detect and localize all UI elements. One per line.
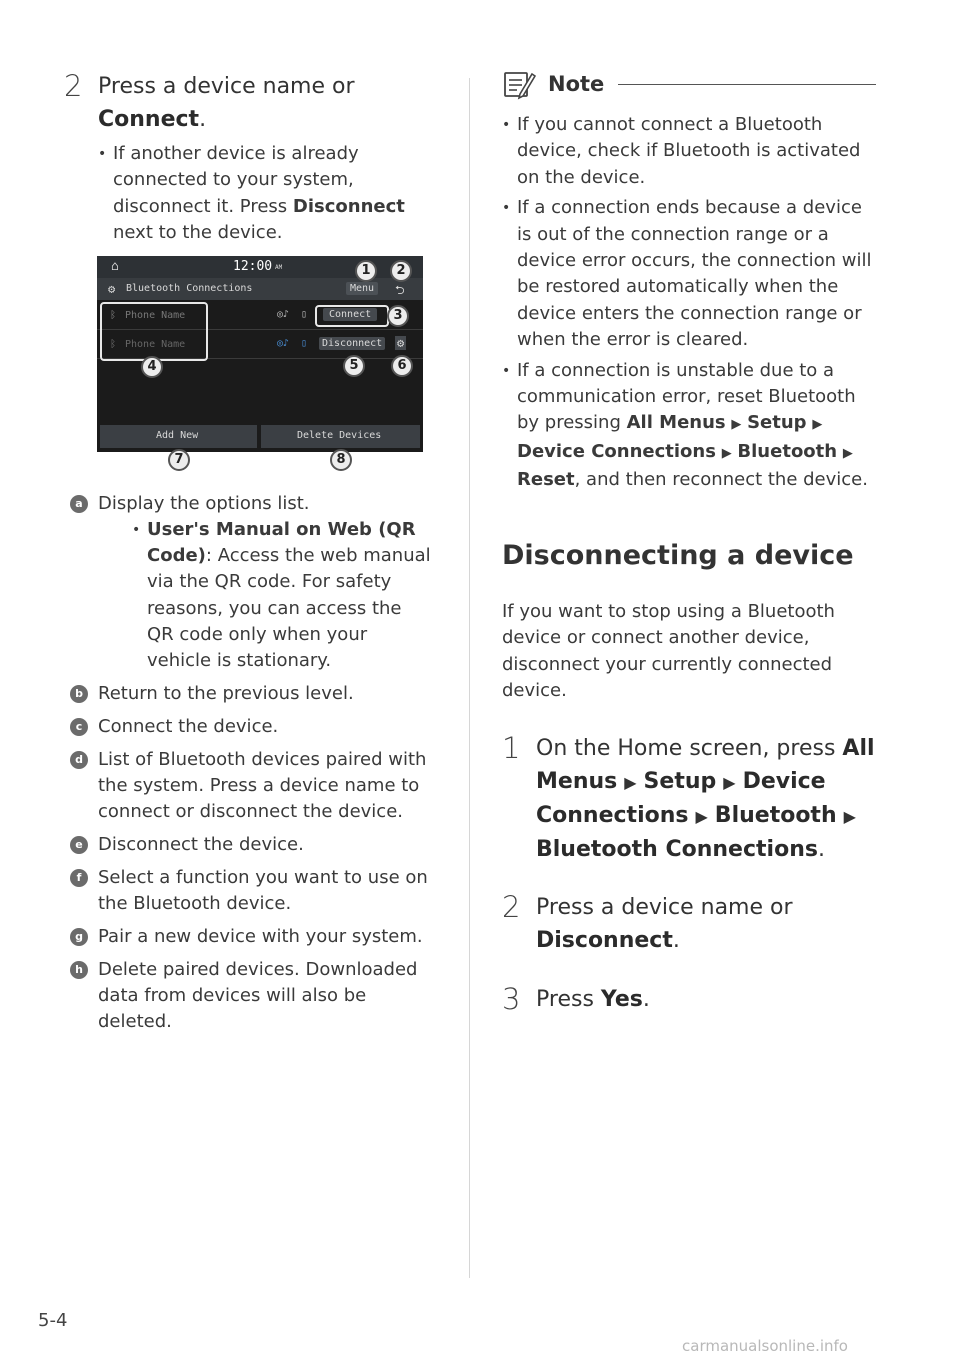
- arrow-icon: ▶: [695, 807, 708, 826]
- callout-7: 7: [168, 449, 190, 471]
- legend-item-6: f Select a function you want to use on the Bluetooth device.: [64, 865, 444, 918]
- device-list-highlight: [100, 302, 208, 361]
- step-text: Press a device name or Connect.: [98, 74, 355, 132]
- step-3: 3 Press Yes.: [502, 982, 650, 1016]
- note-item: • If a connection is unstable due to a communication error, reset Bluetooth by pressing All Menus ▶ Setup ▶ Device Connections ▶ Bluetooth ▶ Reset, and then reconnect the device.: [502, 359, 868, 490]
- legend-item-7: g Pair a new device with your system.: [64, 924, 444, 950]
- callout-1: 1: [355, 260, 377, 282]
- arrow-icon: ▶: [723, 773, 736, 792]
- legend-item-8: h Delete paired devices. Downloaded data from devices will also be deleted.: [64, 957, 444, 1036]
- legend-item-4: d List of Bluetooth devices paired with the system. Press a device name to connect or disconnect the device.: [64, 747, 444, 826]
- arrow-icon: ▶: [624, 773, 637, 792]
- section-heading: Disconnecting a device: [502, 540, 854, 571]
- step-1: 1 On the Home screen, press All Menus ▶ Setup ▶ Device Connections ▶ Bluetooth ▶ Bluetooth Connections.: [502, 731, 875, 862]
- back-icon[interactable]: ⮌: [395, 283, 405, 297]
- menu-button[interactable]: Menu: [346, 282, 378, 295]
- connect-button[interactable]: Connect: [323, 308, 377, 321]
- disconnect-button[interactable]: Disconnect: [319, 337, 385, 350]
- arrow-icon: ▶: [842, 445, 853, 461]
- legend-item-5: e Disconnect the device.: [64, 832, 444, 858]
- legend-item-2: b Return to the previous level.: [64, 681, 444, 707]
- callout-6: 6: [391, 355, 413, 377]
- screen-title: Bluetooth Connections: [126, 283, 253, 294]
- step-2-disconnect: 2 Press a device name or Disconnect.: [502, 890, 793, 953]
- arrow-icon: ▶: [843, 807, 856, 826]
- clock: 12:00: [233, 259, 273, 274]
- gear-icon: ⚙: [108, 282, 116, 296]
- connect-highlight: [315, 305, 389, 327]
- legend-item-3: c Connect the device.: [64, 714, 444, 740]
- note-rule: [618, 84, 876, 85]
- device-name-1[interactable]: Phone Name: [125, 310, 186, 321]
- legend-item-1: a Display the options list.: [64, 491, 444, 517]
- phone-icon: ▯: [301, 338, 308, 349]
- arrow-icon: ▶: [721, 445, 732, 461]
- delete-devices-button[interactable]: Delete Devices: [261, 425, 420, 448]
- home-icon: ⌂: [111, 259, 119, 274]
- audio-icon: ◎♪: [277, 309, 290, 320]
- bluetooth-connections-screenshot: [97, 256, 423, 452]
- callout-2: 2: [390, 260, 412, 282]
- step-2-connect: [64, 70, 444, 136]
- settings-icon[interactable]: ⚙: [397, 336, 405, 350]
- bluetooth-icon: ᛒ: [110, 339, 116, 350]
- arrow-icon: ▶: [731, 417, 742, 433]
- clock-ampm: AM: [275, 264, 283, 271]
- note-item: • If a connection ends because a device is out of the connection range or a device error occurs, the connection will be restored automatically when the device enters the connection range or when the error is cleared.: [502, 197, 872, 350]
- qr-manual-item: • User's Manual on Web (QR Code): Access the web manual via the QR code. For safety reasons, you can access the QR code only when your vehicle is stationary.: [132, 518, 431, 672]
- watermark: carmanualsonline.info: [682, 1337, 848, 1355]
- column-divider: [469, 78, 470, 1278]
- step-number: 2: [64, 69, 83, 103]
- device-name-2[interactable]: Phone Name: [125, 339, 186, 350]
- callout-5: 5: [343, 355, 365, 377]
- bluetooth-icon: ᛒ: [110, 310, 116, 321]
- audio-icon: ◎♪: [277, 338, 290, 349]
- note-icon: [502, 68, 536, 100]
- add-new-button[interactable]: Add New: [100, 425, 257, 448]
- callout-3: 3: [387, 305, 409, 327]
- callout-8: 8: [330, 449, 352, 471]
- page-number: 5-4: [38, 1310, 68, 1331]
- note-header: [502, 68, 876, 100]
- note-title: Note: [548, 72, 605, 96]
- arrow-icon: ▶: [812, 417, 823, 433]
- disconnect-tip: • If another device is already connected to your system, disconnect it. Press Disconnect next to the device.: [98, 143, 405, 243]
- callout-4: 4: [141, 356, 163, 378]
- title-bar: [97, 278, 423, 300]
- callout-legend: [64, 484, 444, 1036]
- note-item: • If you cannot connect a Bluetooth device, check if Bluetooth is activated on the device.: [502, 114, 861, 188]
- note-list: [502, 112, 876, 493]
- phone-icon: ▯: [301, 309, 308, 320]
- section-intro: If you want to stop using a Bluetooth device or connect another device, disconnect your currently connected device.: [502, 601, 835, 701]
